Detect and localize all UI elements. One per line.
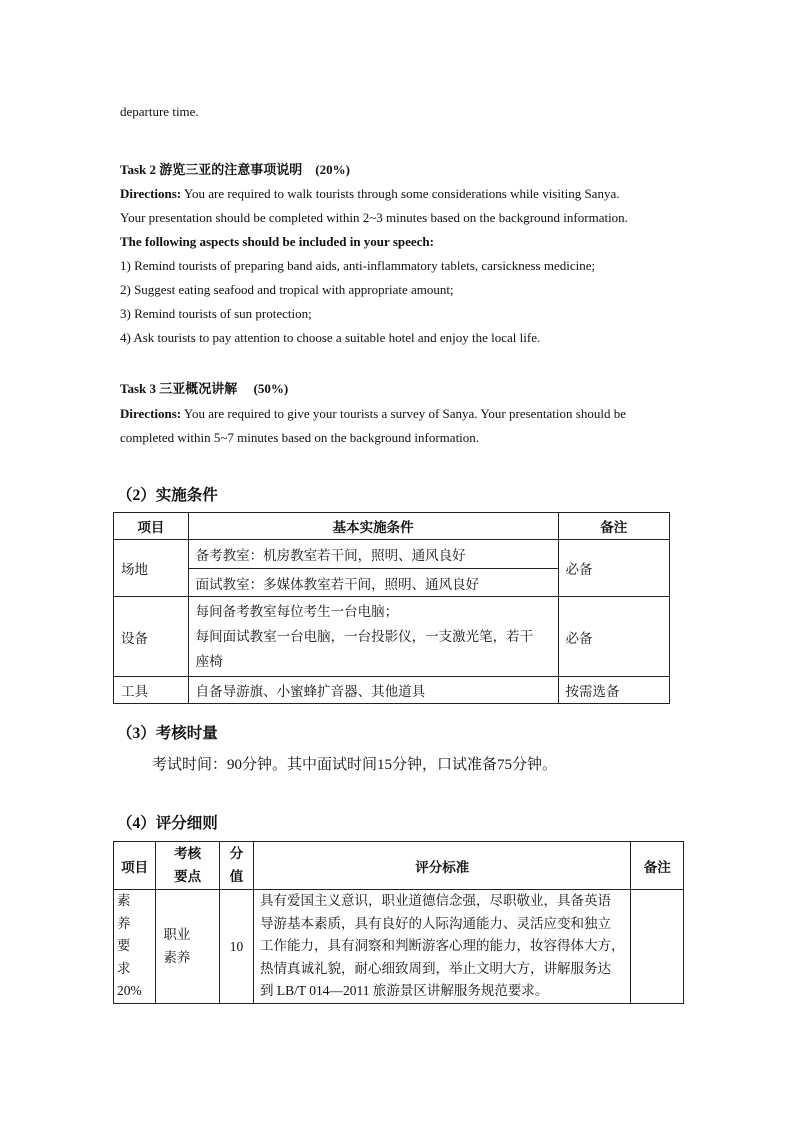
table-header-row — [114, 842, 684, 890]
header-criteria: 评分标准 — [253, 842, 631, 890]
task2-aspect-item: 3) Remind tourists of sun protection; — [120, 306, 312, 321]
section3-text: 考试时间：90分钟。其中面试时间15分钟，口试准备75分钟。 — [152, 757, 558, 773]
section4-heading: （4）评分细则 — [117, 815, 218, 832]
equipment-line: 座椅 — [195, 654, 223, 669]
scoring-table — [113, 841, 684, 1004]
task2-directions — [120, 182, 619, 206]
task3-title: Task 3 三亚概况讲解 (50%) — [120, 381, 289, 396]
table-row — [114, 540, 670, 569]
header-item: 项目 — [114, 842, 156, 890]
equipment-cell — [188, 597, 558, 677]
task2-title: Task 2 游览三亚的注意事项说明 (20%) — [120, 162, 350, 177]
task2-aspects-heading: The following aspects should be included in your speech: — [120, 234, 434, 249]
item-char: 素 — [117, 893, 131, 909]
point-line: 素养 — [163, 949, 191, 965]
item-char: 要 — [117, 938, 131, 954]
directions-label: Directions: — [120, 406, 182, 421]
row-score: 10 — [219, 890, 253, 1004]
table-row — [114, 677, 670, 704]
task2-aspect-item: 1) Remind tourists of preparing band aids, anti-inflammatory tablets, carsickness medicine; — [120, 258, 596, 273]
row-note-venue: 必备 — [558, 540, 669, 597]
row-item-venue: 场地 — [114, 540, 189, 597]
venue-line: 面试教室：多媒体教室若干间，照明、通风良好 — [188, 569, 558, 597]
item-char: 求 — [117, 960, 131, 976]
task2-aspect-item: 2) Suggest eating seafood and tropical with appropriate amount; — [120, 282, 454, 297]
header-score-line: 分 — [229, 846, 244, 861]
task3-directions-line2: completed within 5~7 minutes based on the background information. — [120, 430, 480, 445]
tools-text: 自备导游旗、小蜜蜂扩音器、其他道具 — [188, 677, 558, 704]
header-points-line: 考核 — [174, 846, 202, 861]
header-score-line: 值 — [229, 868, 244, 884]
row-note — [631, 890, 684, 1004]
header-points-line: 要点 — [174, 868, 202, 884]
header-conditions: 基本实施条件 — [188, 513, 558, 540]
criteria-line: 到 LB/T 014—2011 旅游景区讲解服务规范要求。 — [259, 983, 549, 999]
equipment-line: 每间面试教室一台电脑，一台投影仪，一支激光笔，若干 — [195, 629, 534, 644]
section2-heading: （2）实施条件 — [117, 487, 218, 504]
row-note-tools: 按需选备 — [558, 677, 669, 704]
header-item: 项目 — [114, 513, 189, 540]
continuation-line: departure time. — [120, 104, 199, 119]
header-note: 备注 — [558, 513, 669, 540]
row-point — [156, 890, 220, 1004]
header-points — [156, 842, 220, 890]
table-header-row — [114, 513, 670, 540]
conditions-table — [113, 512, 670, 704]
point-line: 职业 — [163, 927, 191, 942]
table-row — [114, 597, 670, 677]
row-criteria — [253, 890, 631, 1004]
directions-text: You are required to give your tourists a survey of Sanya. Your presentation should be — [181, 406, 626, 421]
criteria-line: 具有爱国主义意识，职业道德信念强，尽职敬业，具备英语 — [259, 893, 611, 909]
equipment-line: 每间备考教室每位考生一台电脑； — [195, 604, 399, 619]
row-item-tools: 工具 — [114, 677, 189, 704]
row-item-equipment: 设备 — [114, 597, 189, 677]
row-item — [114, 890, 156, 1004]
section3-heading: （3）考核时量 — [117, 725, 218, 742]
criteria-line: 热情真诚礼貌，耐心细致周到，举止文明大方，讲解服务达 — [259, 960, 611, 976]
row-note-equipment: 必备 — [558, 597, 669, 677]
item-char: 20% — [117, 983, 142, 999]
criteria-line: 导游基本素质，具有良好的人际沟通能力、灵活应变和独立 — [259, 915, 611, 931]
criteria-line: 工作能力，具有洞察和判断游客心理的能力，妆容得体大方， — [259, 938, 625, 954]
task2-directions-line2: Your presentation should be completed within 2~3 minutes based on the background information. — [120, 210, 628, 225]
table-row — [114, 890, 684, 1004]
header-note: 备注 — [631, 842, 684, 890]
task3-directions — [120, 402, 626, 426]
venue-line: 备考教室：机房教室若干间，照明、通风良好 — [188, 540, 558, 569]
directions-label: Directions: — [120, 186, 182, 201]
task2-aspect-item: 4) Ask tourists to pay attention to choose a suitable hotel and enjoy the local life. — [120, 330, 541, 345]
directions-text: You are required to walk tourists through some considerations while visiting Sanya. — [181, 186, 620, 201]
item-char: 养 — [117, 915, 131, 931]
header-score — [219, 842, 253, 890]
